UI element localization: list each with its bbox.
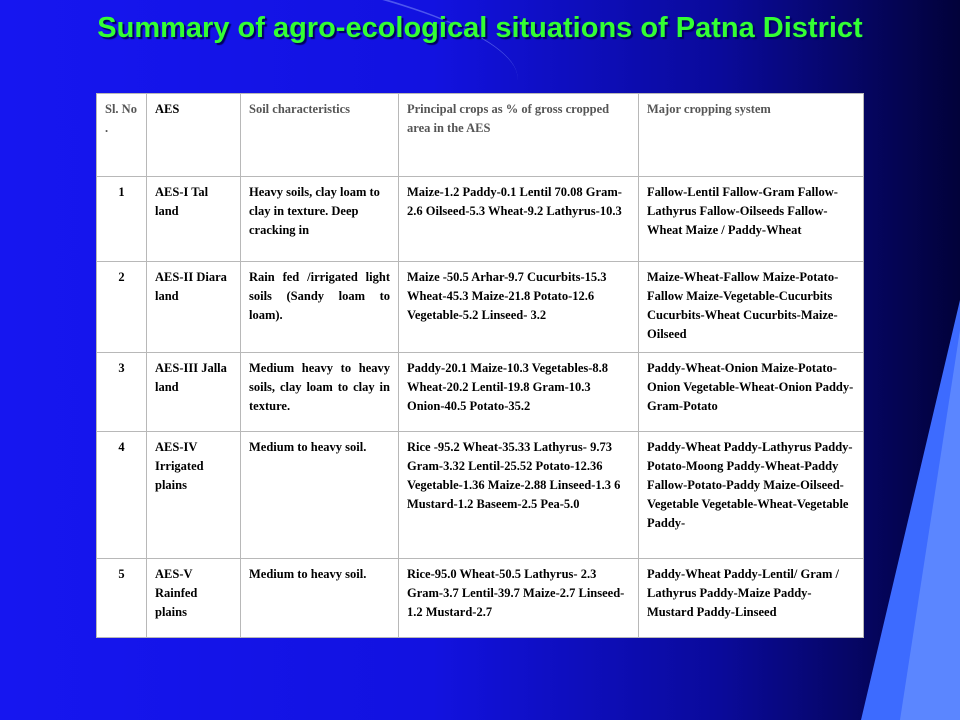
table-row bbox=[97, 353, 864, 432]
table-row bbox=[97, 262, 864, 353]
cell-crops: Paddy-20.1 Maize-10.3 Vegetables-8.8 Wheat-20.2 Lentil-19.8 Gram-10.3 Onion-40.5 Potato-35.2 bbox=[399, 353, 639, 432]
cell-soil: Rain fed /irrigated light soils (Sandy loam to loam). bbox=[241, 262, 399, 353]
cell-sl: 4 bbox=[97, 432, 147, 559]
cell-aes: AES-I Tal land bbox=[147, 177, 241, 262]
cell-crops: Rice -95.2 Wheat-35.33 Lathyrus- 9.73 Gram-3.32 Lentil-25.52 Potato-12.36 Vegetable-1.36 Maize-2.88 Linseed-1.3 6 Mustard-1.2 Baseem-2.5 Pea-5.0 bbox=[399, 432, 639, 559]
cell-aes: AES-V Rainfed plains bbox=[147, 559, 241, 638]
slide-title: Summary of agro-ecological situations of Patna District bbox=[97, 12, 863, 44]
cell-soil: Medium to heavy soil. bbox=[241, 559, 399, 638]
cell-soil: Heavy soils, clay loam to clay in texture. Deep cracking in bbox=[241, 177, 399, 262]
cell-sl: 3 bbox=[97, 353, 147, 432]
header-sl-no: Sl. No . bbox=[97, 94, 147, 177]
cell-crops: Maize -50.5 Arhar-9.7 Cucurbits-15.3 Wheat-45.3 Maize-21.8 Potato-12.6 Vegetable-5.2 Linseed- 3.2 bbox=[399, 262, 639, 353]
cell-aes: AES-IV Irrigated plains bbox=[147, 432, 241, 559]
cell-sl: 1 bbox=[97, 177, 147, 262]
cell-cropping-system: Paddy-Wheat-Onion Maize-Potato-Onion Vegetable-Wheat-Onion Paddy-Gram-Potato bbox=[639, 353, 864, 432]
table-row bbox=[97, 432, 864, 559]
cell-cropping-system: Paddy-Wheat Paddy-Lentil/ Gram / Lathyrus Paddy-Maize Paddy-Mustard Paddy-Linseed bbox=[639, 559, 864, 638]
cell-aes: AES-II Diara land bbox=[147, 262, 241, 353]
header-soil: Soil characteristics bbox=[241, 94, 399, 177]
cell-cropping-system: Paddy-Wheat Paddy-Lathyrus Paddy-Potato-Moong Paddy-Wheat-Paddy Fallow-Potato-Paddy Maize-Oilseed-Vegetable Vegetable-Wheat-Vegetable Paddy- bbox=[639, 432, 864, 559]
header-crops: Principal crops as % of gross cropped area in the AES bbox=[399, 94, 639, 177]
aes-summary-table bbox=[96, 93, 864, 638]
header-cropping-system: Major cropping system bbox=[639, 94, 864, 177]
table-row bbox=[97, 177, 864, 262]
cell-crops: Maize-1.2 Paddy-0.1 Lentil 70.08 Gram- 2.6 Oilseed-5.3 Wheat-9.2 Lathyrus-10.3 bbox=[399, 177, 639, 262]
header-aes: AES bbox=[147, 94, 241, 177]
cell-aes: AES-III Jalla land bbox=[147, 353, 241, 432]
cell-crops: Rice-95.0 Wheat-50.5 Lathyrus- 2.3 Gram-3.7 Lentil-39.7 Maize-2.7 Linseed-1.2 Mustard-2.7 bbox=[399, 559, 639, 638]
cell-cropping-system: Fallow-Lentil Fallow-Gram Fallow-Lathyrus Fallow-Oilseeds Fallow-Wheat Maize / Paddy-Wheat bbox=[639, 177, 864, 262]
table-header-row bbox=[97, 94, 864, 177]
cell-sl: 2 bbox=[97, 262, 147, 353]
table-row bbox=[97, 559, 864, 638]
cell-soil: Medium to heavy soil. bbox=[241, 432, 399, 559]
cell-soil: Medium heavy to heavy soils, clay loam to clay in texture. bbox=[241, 353, 399, 432]
cell-sl: 5 bbox=[97, 559, 147, 638]
cell-cropping-system: Maize-Wheat-Fallow Maize-Potato-Fallow Maize-Vegetable-Cucurbits Cucurbits-Wheat Cucurbits-Maize-Oilseed bbox=[639, 262, 864, 353]
